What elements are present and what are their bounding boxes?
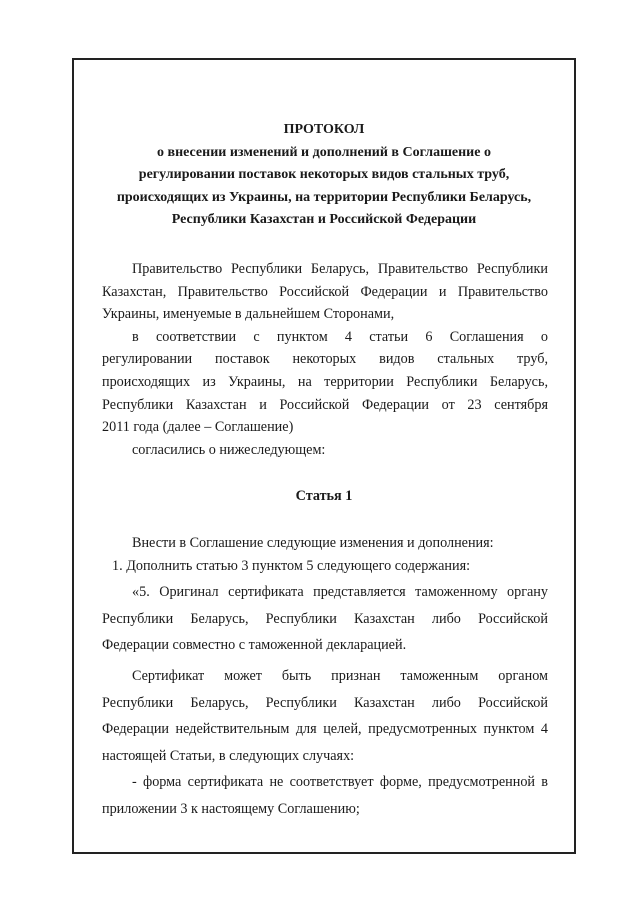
preamble-line: Республики Казахстан и Российской Федерации от 23 сентября <box>102 396 548 413</box>
document-title: ПРОТОКОЛ <box>283 122 365 137</box>
preamble-line: Украины, именуемые в дальнейшем Сторонами, <box>102 306 395 323</box>
article-intro: Внести в Соглашение следующие изменения и дополнения: <box>132 535 494 551</box>
quote-line: Федерации совместно с таможенной декларацией. <box>102 637 407 654</box>
preamble-line: Казахстан, Правительство Российской Федерации и Правительство <box>102 283 548 300</box>
bullet-line: - форма сертификата не соответствует форме, предусмотренной в <box>132 774 548 791</box>
article-heading: Статья 1 <box>295 488 353 504</box>
preamble <box>102 258 548 461</box>
document-subtitle-line: о внесении изменений и дополнений в Соглашение о <box>157 144 491 160</box>
preamble-line: 2011 года (далее – Соглашение) <box>102 419 294 436</box>
quote-line: Республики Беларусь, Республики Казахстан либо Российской <box>102 610 548 627</box>
preamble-line: согласились о нижеследующем: <box>132 441 326 458</box>
quote-line: настоящей Статьи, в следующих случаях: <box>102 747 355 764</box>
preamble-line: происходящих из Украины, на территории Республики Беларусь, <box>102 373 548 390</box>
document-subtitle-line: происходящих из Украины, на территории Республики Беларусь, <box>116 189 532 205</box>
article-item: 1. Дополнить статью 3 пунктом 5 следующего содержания: <box>112 557 471 574</box>
quote-line: Федерации недействительным для целей, предусмотренных пунктом 4 <box>102 721 548 738</box>
quote-line: «5. Оригинал сертификата представляется таможенному органу <box>132 584 548 601</box>
article-body <box>102 532 548 821</box>
bullet-line: приложении 3 к настоящему Соглашению; <box>102 800 360 817</box>
document-subtitle-line: Республики Казахстан и Российской Федерации <box>171 212 477 227</box>
preamble-line: в соответствии с пунктом 4 статьи 6 Соглашения о <box>132 328 548 345</box>
quote-line: Республики Беларусь, Республики Казахстан либо Российской <box>102 694 548 711</box>
document-title-block <box>72 119 576 232</box>
preamble-line: Правительство Республики Беларусь, Правительство Республики <box>132 261 548 277</box>
document-subtitle-line: регулировании поставок некоторых видов стальных труб, <box>138 167 510 182</box>
quote-line: Сертификат может быть признан таможенным органом <box>132 667 548 684</box>
preamble-line: регулировании поставок некоторых видов стальных труб, <box>102 351 548 368</box>
